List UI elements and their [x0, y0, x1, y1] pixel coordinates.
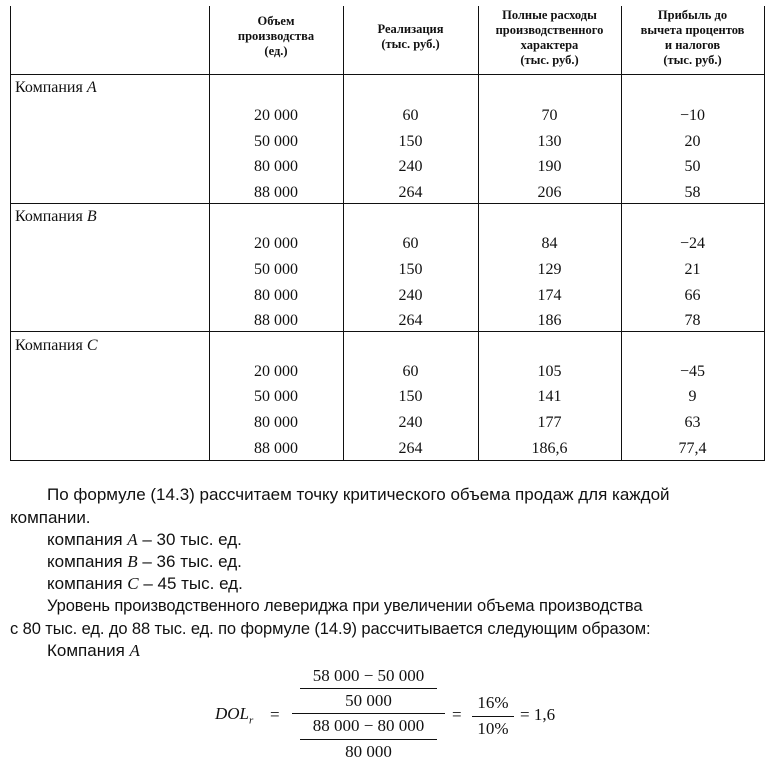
- cell-profit: 50: [684, 158, 701, 175]
- formula-num-top: 58 000 − 50 000: [312, 666, 425, 685]
- cell-profit: 58: [684, 184, 701, 201]
- cell-volume: 20 000: [254, 363, 298, 380]
- cell-costs: 186: [537, 312, 562, 329]
- company-label-a: Компания A: [15, 79, 97, 96]
- paragraph-leverage: Уровень производственного левериджа при увеличении объема производства с 80 тыс. ед. до 88 тыс. ед. по формуле (14.9) рассчитывается следующим образом:: [10, 597, 651, 638]
- item-company-c: компания C – 45 тыс. ед.: [47, 574, 243, 593]
- cell-costs: 190: [537, 158, 562, 175]
- cell-volume: 20 000: [254, 107, 298, 124]
- company-label-b: Компания B: [15, 208, 97, 225]
- formula-num-bottom: 50 000: [345, 691, 392, 710]
- group-divider: [11, 203, 764, 204]
- item-company-b: компания B – 36 тыс. ед.: [47, 552, 242, 571]
- cell-sales: 60: [402, 107, 419, 124]
- cell-volume: 88 000: [254, 440, 298, 457]
- cell-profit: 78: [684, 312, 701, 329]
- cell-sales: 264: [398, 184, 423, 201]
- cell-volume: 50 000: [254, 388, 298, 405]
- cell-costs: 105: [537, 363, 562, 380]
- cell-profit: 20: [684, 133, 701, 150]
- group-divider: [11, 331, 764, 332]
- cell-volume: 88 000: [254, 184, 298, 201]
- formula-pct-top: 16%: [477, 693, 509, 712]
- cell-costs: 186,6: [531, 440, 568, 457]
- cell-sales: 60: [402, 235, 419, 252]
- cell-sales: 240: [398, 158, 423, 175]
- cell-profit: 9: [688, 388, 697, 405]
- cell-costs: 206: [537, 184, 562, 201]
- cell-costs: 129: [537, 261, 562, 278]
- cell-costs: 70: [541, 107, 558, 124]
- cell-costs: 130: [537, 133, 562, 150]
- cell-sales: 150: [398, 133, 423, 150]
- cell-volume: 50 000: [254, 261, 298, 278]
- header-costs: Полные расходы производственного характера (тыс. руб.): [495, 8, 604, 67]
- main-fraction-bar: [292, 713, 445, 714]
- cell-profit: 21: [684, 261, 701, 278]
- cell-profit: 63: [684, 414, 701, 431]
- cell-costs: 177: [537, 414, 562, 431]
- header-divider: [11, 74, 764, 75]
- cell-volume: 80 000: [254, 287, 298, 304]
- cell-costs: 174: [537, 287, 562, 304]
- header-sales: Реализация (тыс. руб.): [377, 22, 444, 51]
- cell-sales: 60: [402, 363, 419, 380]
- cell-profit: 66: [684, 287, 701, 304]
- formula-lhs: $DOL_r$: [215, 704, 254, 727]
- cell-sales: 264: [398, 312, 423, 329]
- cell-volume: 80 000: [254, 158, 298, 175]
- cell-costs: 84: [541, 235, 558, 252]
- formula-result: = 1,6: [520, 705, 556, 724]
- header-profit: Прибыль до вычета процентов и налогов (тыс. руб.): [640, 8, 745, 67]
- header-volume: Объем производства (ед.): [237, 14, 315, 58]
- cell-profit: 77,4: [678, 440, 707, 457]
- cell-sales: 150: [398, 388, 423, 405]
- heading-company-a: Компания A: [47, 641, 140, 660]
- cell-sales: 240: [398, 287, 423, 304]
- company-label-c: Компания C: [15, 337, 98, 354]
- formula-equals: =: [270, 705, 280, 724]
- data-table: [10, 6, 765, 461]
- cell-profit: −24: [679, 235, 706, 252]
- formula-equals-2: =: [452, 705, 462, 724]
- formula-pct-bottom: 10%: [477, 719, 509, 738]
- cell-profit: −45: [679, 363, 706, 380]
- fraction-bar: [300, 688, 437, 689]
- cell-profit: −10: [679, 107, 706, 124]
- formula-den-top: 88 000 − 80 000: [312, 716, 425, 735]
- cell-volume: 80 000: [254, 414, 298, 431]
- cell-volume: 50 000: [254, 133, 298, 150]
- item-company-a: компания A – 30 тыс. ед.: [47, 530, 242, 549]
- cell-costs: 141: [537, 388, 562, 405]
- cell-volume: 88 000: [254, 312, 298, 329]
- formula-den-bottom: 80 000: [345, 742, 392, 761]
- fraction-bar: [472, 716, 514, 717]
- paragraph-break-even: По формуле (14.3) рассчитаем точку критического объема продаж для каждой компании.: [10, 485, 670, 527]
- cell-sales: 150: [398, 261, 423, 278]
- cell-sales: 264: [398, 440, 423, 457]
- cell-sales: 240: [398, 414, 423, 431]
- fraction-bar: [300, 739, 437, 740]
- cell-volume: 20 000: [254, 235, 298, 252]
